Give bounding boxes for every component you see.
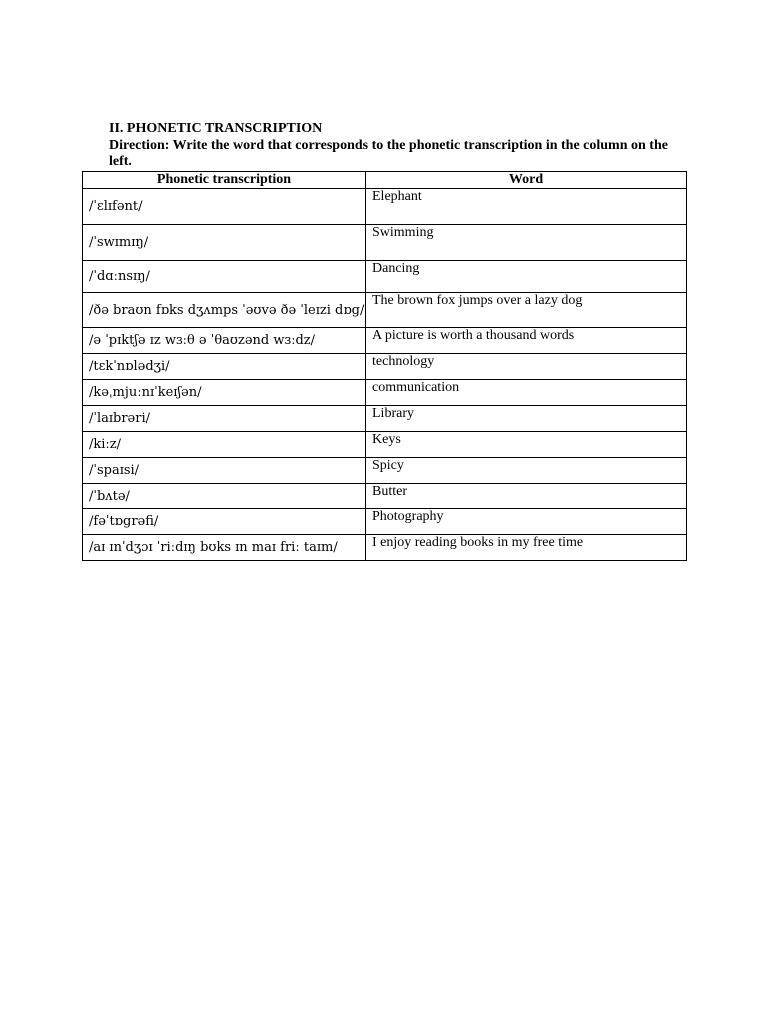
word-cell: Spicy [366,458,687,484]
section-title: II. PHONETIC TRANSCRIPTION [109,121,323,136]
word-cell: communication [366,380,687,406]
table-row [83,432,687,458]
table-row [83,293,687,328]
transcription-table [82,171,687,561]
table-header-row [83,172,687,189]
word-cell: Dancing [366,261,687,293]
phonetic-cell: /ə ˈpɪktʃə ɪz wɜːθ ə ˈθaʊzənd wɜːdz/ [83,328,366,354]
table-row [83,535,687,561]
word-cell: Elephant [366,189,687,225]
table-row [83,261,687,293]
phonetic-cell: /ˈdɑːnsɪŋ/ [83,261,366,293]
table-row [83,189,687,225]
phonetic-cell: /ˈlaɪbrəri/ [83,406,366,432]
phonetic-cell: /ˈɛlɪfənt/ [83,189,366,225]
word-cell: A picture is worth a thousand words [366,328,687,354]
phonetic-cell: /ðə braʊn fɒks dʒʌmps ˈəʊvə ðə ˈleɪzi dɒg/ [83,293,366,328]
table-row [83,328,687,354]
table-row [83,354,687,380]
table-row [83,458,687,484]
phonetic-cell: /ˈspaɪsi/ [83,458,366,484]
phonetic-cell: /ˈswɪmɪŋ/ [83,225,366,261]
table-row [83,484,687,509]
table-row [83,225,687,261]
direction-text: Direction: Write the word that corresponds to the phonetic transcription in the column on the left. [109,138,668,169]
word-cell: The brown fox jumps over a lazy dog [366,293,687,328]
phonetic-cell: /kəˌmjuːnɪˈkeɪʃən/ [83,380,366,406]
word-cell: Library [366,406,687,432]
phonetic-cell: /kiːz/ [83,432,366,458]
header-word: Word [366,172,687,189]
word-cell: Photography [366,509,687,535]
phonetic-cell: /tɛkˈnɒlədʒi/ [83,354,366,380]
phonetic-cell: /fəˈtɒgrəfi/ [83,509,366,535]
word-cell: I enjoy reading books in my free time [366,535,687,561]
table-row [83,509,687,535]
header-phonetic-transcription: Phonetic transcription [83,172,366,189]
word-cell: technology [366,354,687,380]
phonetic-cell: /aɪ ɪnˈdʒɔɪ ˈriːdɪŋ bʊks ɪn maɪ friː taɪm/ [83,535,366,561]
word-cell: Butter [366,484,687,509]
word-cell: Keys [366,432,687,458]
phonetic-cell: /ˈbʌtə/ [83,484,366,509]
table-row [83,380,687,406]
table-row [83,406,687,432]
word-cell: Swimming [366,225,687,261]
